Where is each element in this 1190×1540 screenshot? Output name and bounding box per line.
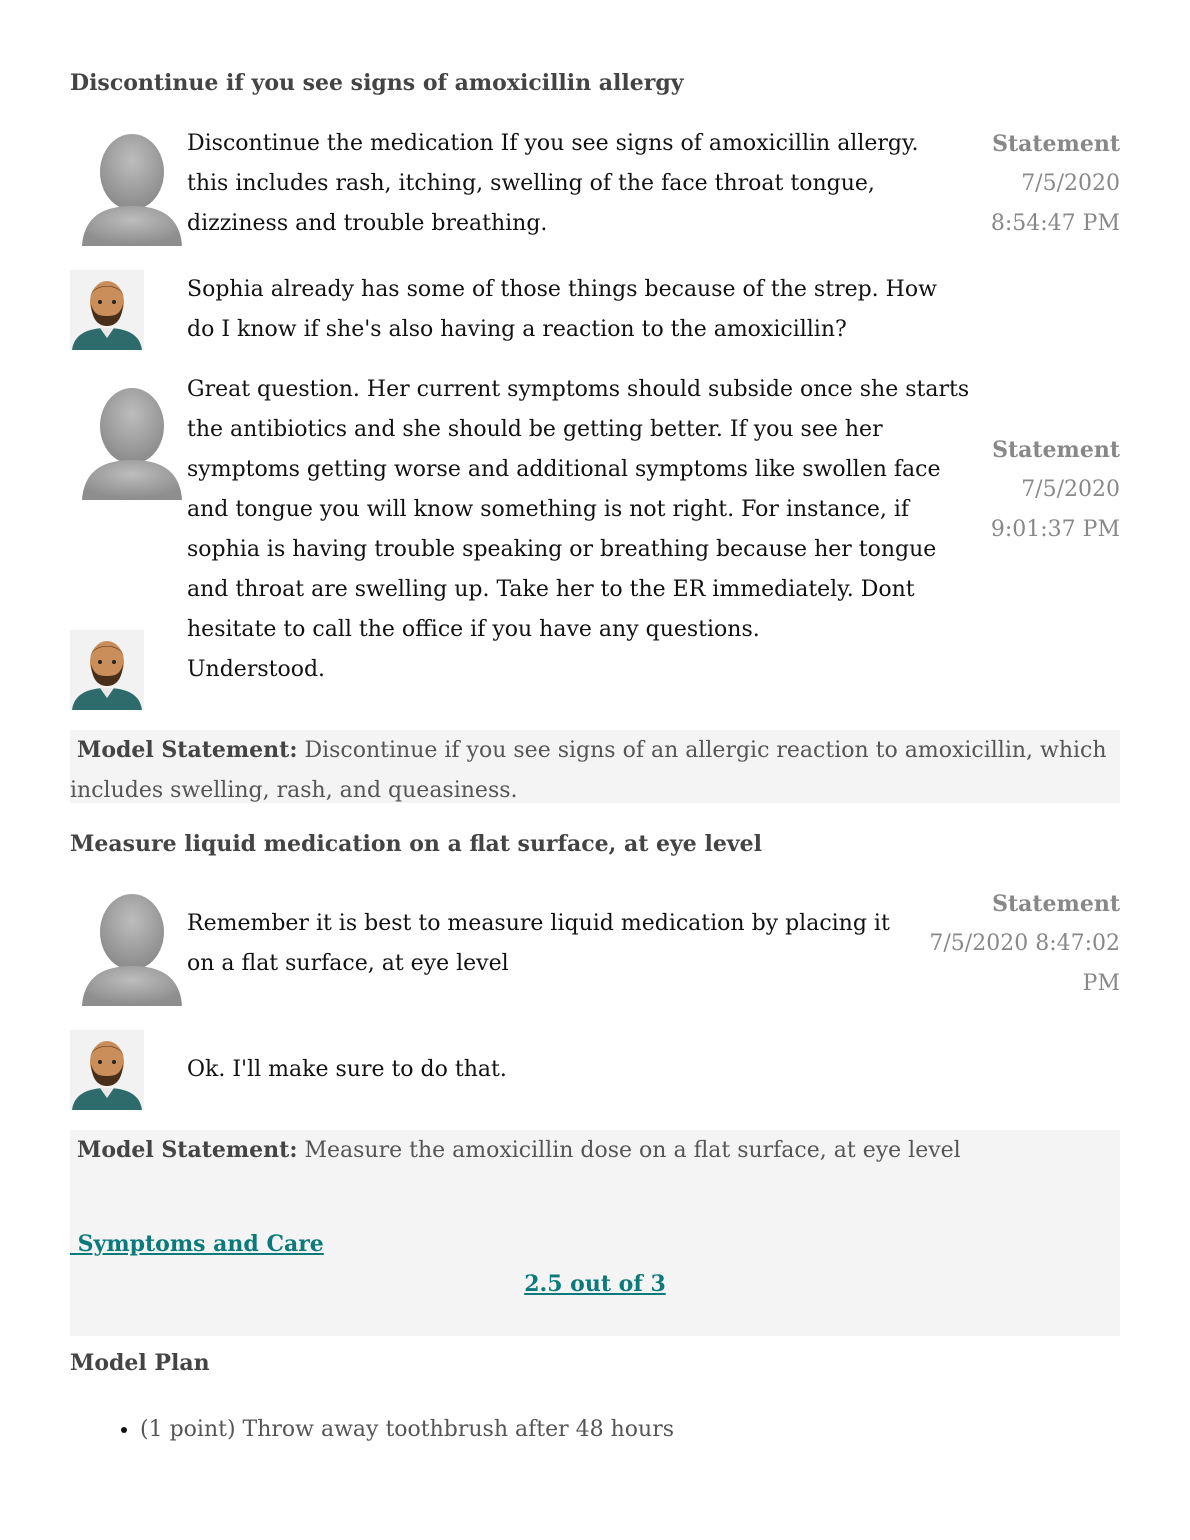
bearded-man-avatar-icon	[70, 270, 144, 350]
bearded-man-avatar-icon	[70, 630, 144, 710]
message-text: Discontinue the medication If you see signs of amoxicillin allergy. this includes rash, itching, swelling of the face throat tongue, dizziness and trouble breathing.	[187, 131, 919, 236]
message-datetime-suffix: PM	[1082, 971, 1120, 996]
model-statement-box	[70, 1130, 1120, 1336]
message-text: Great question. Her current symptoms should subside once she starts the antibiotics and she should be getting better. If you see her symptoms getting worse and additional symptoms like swollen face and tongue you will know something is not right. For instance, if sophia is having trouble speaking or breathing because her tongue and throat are swelling up. Take her to the ER immediately. Dont hesitate to call the office if you have any questions.	[187, 377, 970, 642]
category-link-label: Symptoms and Care	[77, 1231, 324, 1257]
message-text: Sophia already has some of those things because of the strep. How do I know if she's also having a reaction to the amoxicillin?	[187, 277, 937, 342]
message-datetime: 7/5/2020 8:47:02	[929, 931, 1120, 956]
message-meta	[920, 884, 1120, 1004]
message-kind: Statement	[992, 891, 1120, 917]
message-meta	[991, 124, 1120, 244]
message-kind: Statement	[992, 131, 1120, 157]
model-statement-label: Model Statement:	[77, 737, 298, 763]
message-text: Remember it is best to measure liquid medication by placing it on a flat surface, at eye level	[187, 911, 890, 976]
plan-heading: Model Plan	[70, 1350, 210, 1376]
plan-item: • (1 point) Throw away toothbrush after 48 hours	[140, 1408, 674, 1452]
category-link[interactable]	[70, 1231, 324, 1257]
generic-person-icon	[78, 888, 190, 1006]
section-heading: Measure liquid medication on a flat surface, at eye level	[70, 831, 762, 857]
model-statement-label: Model Statement:	[77, 1137, 298, 1163]
message-text: Understood.	[187, 657, 326, 682]
section-heading: Discontinue if you see signs of amoxicillin allergy	[70, 70, 684, 96]
model-statement-text: Measure the amoxicillin dose on a flat surface, at eye level	[304, 1138, 961, 1163]
bearded-man-avatar-icon	[70, 1030, 144, 1110]
score-link[interactable]: 2.5 out of 3	[524, 1271, 666, 1297]
model-statement-box	[70, 730, 1120, 803]
message-kind: Statement	[992, 437, 1120, 463]
message-meta	[991, 430, 1120, 550]
message-text: Ok. I'll make sure to do that.	[187, 1057, 507, 1082]
generic-person-icon	[78, 382, 190, 500]
message-time: 8:54:47 PM	[990, 211, 1120, 236]
message-date: 7/5/2020	[1021, 477, 1120, 502]
model-statement-text: Discontinue if you see signs of an allergic reaction to amoxicillin, which includes swelling, rash, and queasiness.	[70, 738, 1107, 803]
message-time: 9:01:37 PM	[990, 517, 1120, 542]
plan-list	[70, 1408, 674, 1452]
generic-person-icon	[78, 128, 190, 246]
message-date: 7/5/2020	[1021, 171, 1120, 196]
